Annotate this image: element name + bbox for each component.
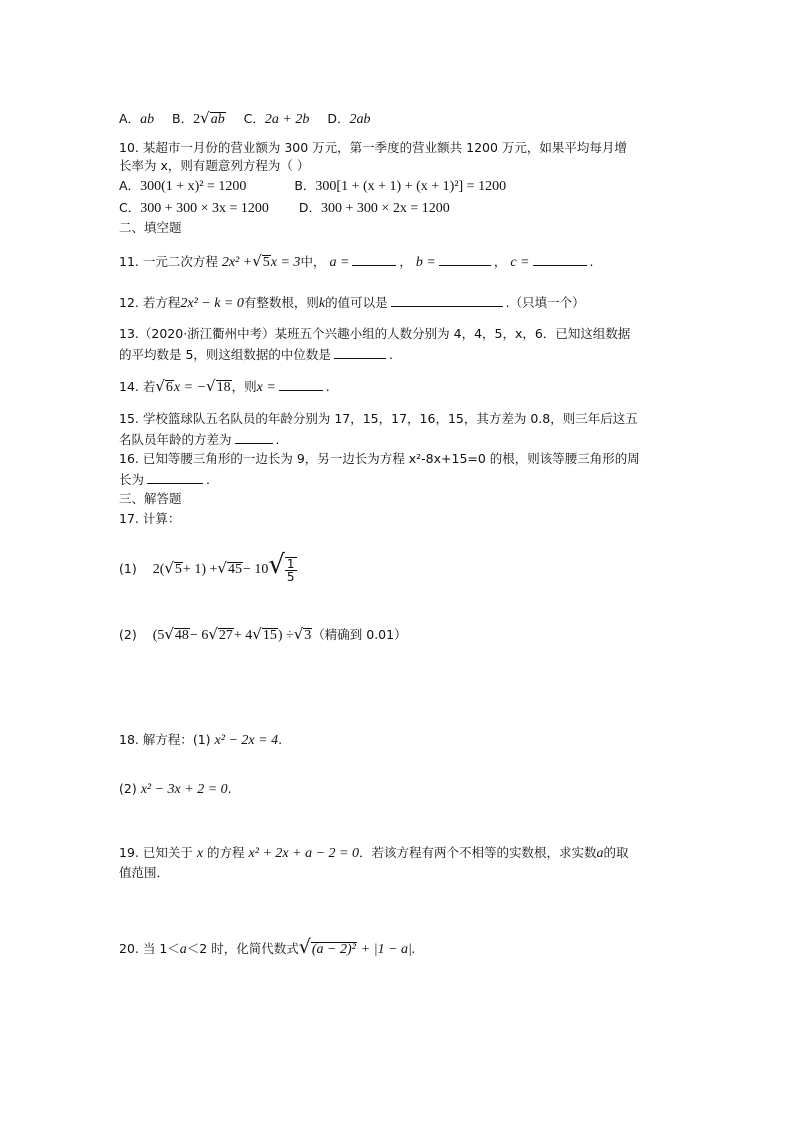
q17-part-1-b: + 1) +: [182, 562, 218, 577]
q11-mid: 中，: [300, 254, 326, 269]
q17-part-2-note: （精确到 0.01）: [312, 627, 407, 642]
q9-option-c-label: C．: [243, 111, 265, 126]
q11: 11. 一元二次方程 2x² +√5x = 3中， a = ， b = ， c = .: [119, 252, 594, 270]
q19-x: x: [196, 846, 204, 861]
q17-part-2-c: + 4: [233, 628, 253, 643]
q12-prefix: 12. 若方程: [119, 295, 181, 310]
q20-rest: + |1 − a|.: [360, 942, 416, 957]
q20-prefix: 20. 当 1＜: [119, 941, 180, 956]
q9-options: A．ab B．2√ab C．2a + 2b D．2ab: [119, 109, 371, 127]
q10-option-a: 300(1 + x)² = 1200: [140, 179, 247, 194]
q17-part-2-radicand-3: 15: [262, 628, 277, 643]
q20-mid: ＜2 时，化简代数式: [186, 941, 299, 956]
q20-a: a: [179, 942, 187, 957]
q17-part-1-label: (1): [119, 561, 137, 576]
q10-option-c: 300 + 300 × 3x = 1200: [140, 201, 269, 216]
q18-eq-1: x² − 2x = 4: [214, 733, 279, 748]
q17-part-1-fraction: [285, 557, 297, 583]
q13-end: .: [388, 347, 393, 362]
q18-eq-2: x² − 3x + 2 = 0: [140, 782, 228, 797]
q17-part-1-radicand-2: 45: [227, 562, 242, 577]
q19-eq: x² + 2x + a − 2 = 0: [248, 846, 359, 861]
q16-end: .: [206, 472, 210, 487]
q17-part-2: (2) (5√48− 6√27+ 4√15) ÷√3（精确到 0.01）: [119, 625, 407, 643]
q10-options-ab: [119, 178, 506, 195]
q20: 20. 当 1＜a＜2 时，化简代数式√(a − 2)² + |1 − a|.: [119, 936, 416, 958]
q18-part-2: [119, 781, 232, 798]
q18-prefix: 18. 解方程：(1): [119, 732, 211, 747]
q10-option-c-label: C．: [119, 200, 141, 215]
q12-blank[interactable]: [391, 294, 503, 307]
q15-line-1: 15. 学校篮球队五名队员的年龄分别为 17，15，17，16，15，其方差为 0.8，则三年后这五: [119, 411, 638, 426]
q17-part-1-a: 2(: [152, 562, 165, 577]
q15-blank[interactable]: [235, 431, 273, 444]
q9-option-c: 2a + 2b: [264, 112, 310, 127]
q14-blank[interactable]: [279, 378, 323, 391]
q19-mid: 的方程: [207, 845, 245, 860]
q18-end-1: .: [278, 732, 283, 747]
q12-mid2: 的值可以是: [325, 295, 388, 310]
q18-part-2-label: (2): [119, 781, 137, 796]
q11-eq-a: 2x² +: [221, 255, 253, 270]
q10-option-d-label: D．: [298, 200, 322, 215]
q13-line-1: 13.（2020·浙江衢州中考）某班五个兴趣小组的人数分别为 4，4，5，x，6．已知这组数据: [119, 326, 631, 341]
q17-part-1-radicand-1: 5: [174, 562, 182, 577]
q14-x: x = −: [173, 380, 207, 395]
q12-mid: 有整数根，则: [243, 295, 319, 310]
q9-option-b-radicand: ab: [210, 112, 225, 127]
q9-option-d-label: D．: [327, 111, 350, 126]
q14-radicand-1: 6: [165, 380, 173, 395]
q9-option-a: ab: [140, 112, 155, 127]
q16-line-1: 16. 已知等腰三角形的一边长为 9，另一边长为方程 x²-8x+15=0 的根，则该等腰三角形的周: [119, 451, 640, 466]
q13-blank[interactable]: [334, 346, 386, 359]
q19-rest: ．若该方程有两个不相等的实数根，求实数: [358, 845, 597, 860]
q12-suffix: .（只填一个）: [505, 295, 585, 310]
q19-rest2: 的取: [603, 845, 629, 860]
q11-end: .: [589, 254, 594, 269]
q10-line-1: 10. 某超市一月份的营业额为 300 万元，第一季度的营业额共 1200 万元，如果平均每月增: [119, 140, 627, 155]
q9-option-d: 2ab: [349, 112, 371, 127]
q10-option-d: 300 + 300 × 2x = 1200: [321, 201, 450, 216]
q13-line-2-text: 的平均数是 5，则这组数据的中位数是: [119, 347, 331, 362]
q11-sep-1: ，: [399, 254, 412, 269]
q10-options-cd: [119, 200, 450, 217]
q10-option-b: 300[1 + (x + 1) + (x + 1)²] = 1200: [315, 179, 507, 194]
q11-c-blank[interactable]: [533, 253, 587, 266]
q19-line-2: 值范围．: [119, 865, 170, 880]
q12-k: k: [318, 296, 326, 311]
q17-title: 17. 计算：: [119, 511, 181, 526]
q17-part-2-a: (5: [152, 628, 165, 643]
q14: 14. 若√6x = −√18，则x = .: [119, 377, 330, 395]
q14-x2: x =: [256, 380, 276, 395]
q16-blank[interactable]: [147, 471, 203, 484]
q11-sep-2: ，: [493, 254, 507, 269]
q17-part-2-d: ) ÷: [277, 628, 294, 643]
q12: [119, 294, 585, 312]
q17-part-2-label: (2): [119, 627, 137, 642]
section-3-title: 三、解答题: [119, 491, 182, 506]
q11-b-blank[interactable]: [439, 253, 491, 266]
q19-line-1: [119, 845, 629, 862]
q17-part-1-c: − 10: [242, 562, 269, 577]
q17-part-2-b: − 6: [189, 628, 209, 643]
q9-option-a-label: A．: [119, 111, 141, 126]
q11-eq-b: x = 3: [270, 255, 301, 270]
q17-part-1-denominator: 5: [286, 569, 295, 584]
q14-end: .: [325, 379, 330, 394]
q11-b-label: b =: [415, 255, 436, 270]
q10-line-2: 长率为 x，则有题意列方程为（ ）: [119, 158, 310, 173]
q19-prefix: 19. 已知关于: [119, 845, 193, 860]
q17-part-2-radicand-1: 48: [174, 628, 189, 643]
q9-option-b-label: B．: [172, 111, 194, 126]
q10-option-b-label: B．: [294, 178, 316, 193]
q19-a: a: [596, 846, 604, 861]
q14-prefix: 14. 若: [119, 379, 156, 394]
q15-line-2-text: 名队员年龄的方差为: [119, 432, 232, 447]
q14-mid: ，则: [231, 379, 257, 394]
q11-eq-radicand: 5: [262, 255, 270, 270]
q18-part-1: [119, 732, 282, 749]
q20-radicand: (a − 2)²: [311, 942, 356, 957]
q17-part-2-radicand-4: 3: [304, 628, 312, 643]
q11-a-label: a =: [329, 255, 350, 270]
q18-end-2: .: [227, 781, 232, 796]
q9-option-b-coef: 2: [193, 112, 201, 127]
section-2-title: 二、填空题: [119, 220, 182, 235]
q11-a-blank[interactable]: [352, 253, 396, 266]
q13-line-2: [119, 346, 393, 363]
q12-eq: 2x² − k = 0: [180, 296, 244, 311]
q14-radicand-2: 18: [216, 380, 231, 395]
q16-line-2-text: 长为: [119, 472, 145, 487]
q11-prefix: 11. 一元二次方程: [119, 254, 218, 269]
q17-part-2-radicand-2: 27: [218, 628, 233, 643]
q17-part-1: (1) 2(√5+ 1) +√45− 10√ $\frac{1}{5}$: [119, 550, 295, 584]
q15-line-2: [119, 431, 280, 448]
q10-option-a-label: A．: [119, 178, 141, 193]
q15-end: .: [275, 432, 280, 447]
q16-line-2: [119, 471, 210, 488]
q17-part-1-numerator: 1: [286, 556, 295, 571]
q11-c-label: c =: [510, 255, 530, 270]
